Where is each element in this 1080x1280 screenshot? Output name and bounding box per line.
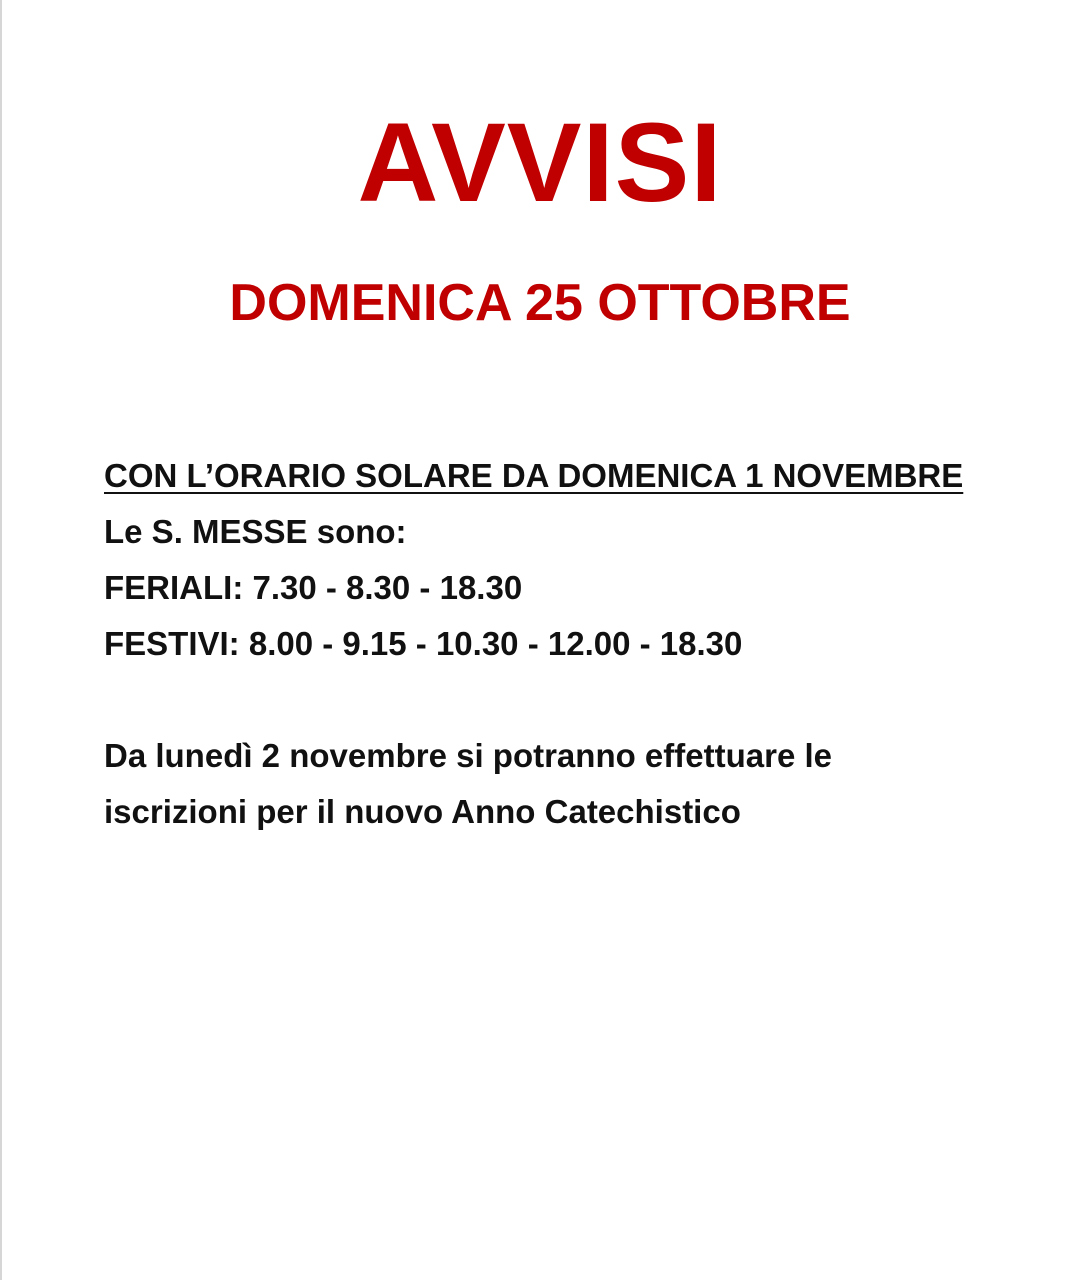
enrollment-line-1: Da lunedì 2 novembre si potranno effettuare le bbox=[104, 737, 832, 774]
holiday-masses: FESTIVI: 8.00 - 9.15 - 10.30 - 12.00 - 18.30 bbox=[104, 625, 743, 662]
weekday-masses: FERIALI: 7.30 - 8.30 - 18.30 bbox=[104, 569, 523, 606]
enrollment-line-2: iscrizioni per il nuovo Anno Catechistico bbox=[104, 793, 741, 830]
paragraph-spacer bbox=[104, 672, 1004, 728]
notice-date: DOMENICA 25 OTTOBRE bbox=[229, 274, 851, 332]
masses-intro: Le S. MESSE sono: bbox=[104, 513, 407, 550]
schedule-heading: CON L’ORARIO SOLARE DA DOMENICA 1 NOVEMBRE bbox=[104, 457, 964, 494]
notice-body bbox=[104, 448, 1004, 840]
notice-title: AVVISI bbox=[357, 100, 723, 225]
